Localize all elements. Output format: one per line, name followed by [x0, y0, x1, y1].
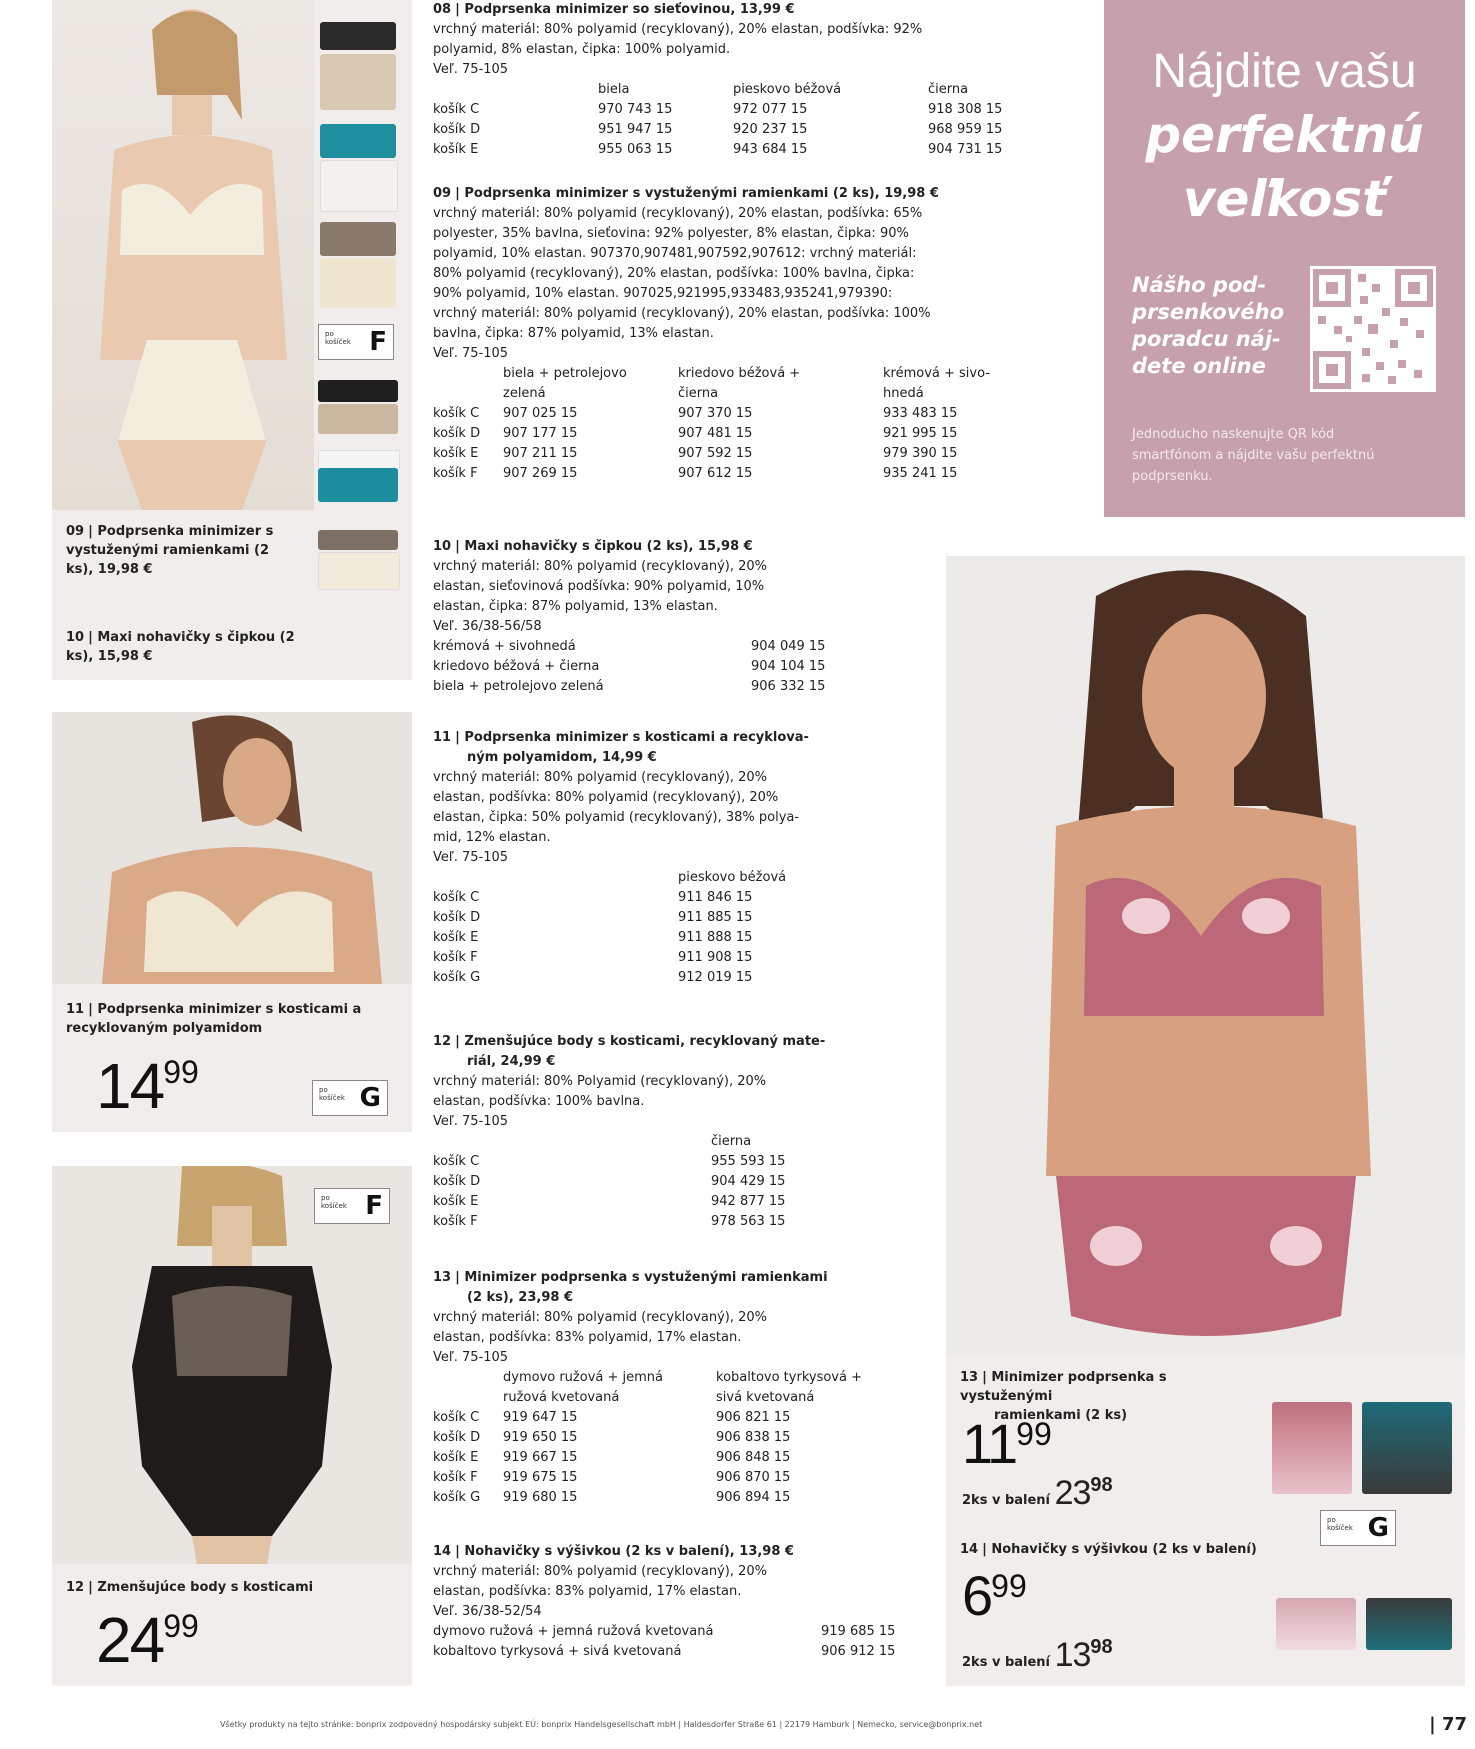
cell: košík D — [433, 426, 481, 441]
item-title: 13 | Minimizer podprsenka s vystuženými ramienkami — [433, 1270, 828, 1285]
badge-letter: G — [1367, 1513, 1389, 1543]
price-14 — [962, 1564, 1027, 1627]
cell: 942 877 15 — [711, 1194, 786, 1209]
cell: 911 846 15 — [678, 890, 753, 905]
item-size: Veľ. 36/38-52/54 — [433, 1604, 542, 1619]
item-number: 12 — [433, 1034, 452, 1049]
cell: 919 647 15 — [503, 1410, 578, 1425]
item-number: 10 — [433, 539, 452, 554]
cell: kriedovo béžová + čierna — [433, 659, 600, 674]
thumb-brief-taupe — [318, 530, 398, 550]
item-title: 12 | Zmenšujúce body s kosticami, recyklovaný mate- — [433, 1034, 826, 1049]
thumb-brief-cream — [318, 552, 400, 590]
badge-label: po košíček — [321, 1194, 347, 1210]
cell: 935 241 15 — [883, 466, 958, 481]
promo-sub-line: poradcu náj- — [1132, 327, 1281, 351]
col-header: dymovo ružová + jemná — [503, 1370, 663, 1385]
variant-header — [433, 364, 1073, 384]
variant-row — [433, 404, 1073, 424]
item-title: 11 | Podprsenka minimizer s kosticami a recyklova- — [433, 730, 809, 745]
cell: 919 680 15 — [503, 1490, 578, 1505]
caption-14: 14 | Nohavičky s výšivkou (2 ks v balení) — [960, 1542, 1257, 1557]
caption-number: 09 — [66, 524, 85, 539]
cell: 911 888 15 — [678, 930, 753, 945]
item-title-text: Podprsenka minimizer s vystuženými ramienkami (2 ks), 19,98 € — [464, 186, 939, 201]
promo-note-line: Jednoducho naskenujte QR kód — [1132, 427, 1335, 442]
badge-letter: G — [359, 1083, 381, 1113]
cell: 904 104 15 — [751, 659, 826, 674]
cell: 907 269 15 — [503, 466, 578, 481]
badge-letter: F — [369, 327, 387, 357]
variant-row — [433, 140, 1073, 160]
item-title-text: Minimizer podprsenka s vystuženými ramienkami — [464, 1270, 828, 1285]
thumb-bra-beige — [320, 54, 396, 110]
cell: 912 019 15 — [678, 970, 753, 985]
variant-row — [433, 120, 1073, 140]
item-title: 14 | Nohavičky s výšivkou (2 ks v balení), 13,98 € — [433, 1544, 794, 1559]
cell: kobaltovo tyrkysová + sivá kvetovaná — [433, 1644, 682, 1659]
col-header: čierna — [928, 82, 969, 97]
col-header: krémová + sivo- — [883, 366, 990, 381]
thumb-bra-white — [320, 160, 398, 212]
thumb-brief-pink — [1276, 1598, 1356, 1650]
cell: košík D — [433, 122, 481, 137]
cell: 906 821 15 — [716, 1410, 791, 1425]
cell: 978 563 15 — [711, 1214, 786, 1229]
caption-09: 09 | Podprsenka minimizer s vystuženými ramienkami (2 ks), 19,98 € — [66, 524, 274, 577]
cell: košík G — [433, 970, 481, 985]
cell: 979 390 15 — [883, 446, 958, 461]
price-cents: 99 — [163, 1608, 199, 1644]
item-number: 08 — [433, 2, 452, 17]
col-header: čierna — [678, 386, 719, 401]
caption-12: 12 | Zmenšujúce body s kosticami — [66, 1580, 314, 1595]
item-title-text: Podprsenka minimizer so sieťovinou, 13,99 € — [464, 2, 795, 17]
item-desc-line: elastan, podšívka: 83% polyamid, 17% elastan. — [433, 1584, 742, 1599]
col-header: pieskovo béžová — [678, 870, 787, 885]
item-desc-line: vrchný materiál: 80% polyamid (recyklovaný), 20% elastan, podšívka: 65% — [433, 206, 923, 221]
item-title-text: Zmenšujúce body s kosticami, recyklovaný mate- — [464, 1034, 826, 1049]
cell: 906 838 15 — [716, 1430, 791, 1445]
cell: 906 894 15 — [716, 1490, 791, 1505]
item-number: 13 — [433, 1270, 452, 1285]
price-cents: 99 — [991, 1568, 1027, 1604]
model-illustration — [52, 0, 314, 510]
cell: košík D — [433, 910, 481, 925]
cell: krémová + sivohnedá — [433, 639, 576, 654]
cell: košík C — [433, 1154, 480, 1169]
variant-row — [433, 424, 1073, 444]
col-header: pieskovo béžová — [733, 82, 842, 97]
caption-text: Zmenšujúce body s kosticami — [97, 1580, 314, 1595]
badge-label: po košíček — [325, 330, 351, 346]
price-main: 11 — [962, 1412, 1017, 1475]
thumb-bra-black — [320, 22, 396, 50]
price-cents: 99 — [1016, 1416, 1052, 1452]
cell: košík F — [433, 466, 478, 481]
price-main: 14 — [96, 1050, 164, 1122]
item-number: 11 — [433, 730, 452, 745]
cell: košík D — [433, 1430, 481, 1445]
thumb-bra-taupe — [320, 222, 396, 256]
item-desc-line: polyester, 35% bavlna, sieťovina: 92% polyester, 8% elastan, čipka: 90% — [433, 226, 909, 241]
item-desc-line: polyamid, 10% elastan. 907370,907481,907592,907612: vrchný materiál: — [433, 246, 917, 261]
price-cents: 99 — [163, 1054, 199, 1090]
item-number: 09 — [433, 186, 452, 201]
item-desc-line: vrchný materiál: 80% Polyamid (recyklovaný), 20% — [433, 1074, 767, 1089]
model-photo-bra-11 — [52, 712, 412, 984]
cell: 919 650 15 — [503, 1430, 578, 1445]
thumb-brief-teal — [318, 468, 398, 502]
cell: košík D — [433, 1174, 481, 1189]
item-size: Veľ. 75-105 — [433, 1350, 509, 1365]
badge-label: po košíček — [319, 1086, 345, 1102]
cell: 907 592 15 — [678, 446, 753, 461]
pack-price-cents: 98 — [1090, 1474, 1113, 1496]
price-11 — [96, 1050, 199, 1122]
promo-sub-line: Nášho pod- — [1132, 273, 1267, 297]
cell: 906 848 15 — [716, 1450, 791, 1465]
variant-header — [433, 384, 1073, 404]
col-header: kobaltovo tyrkysová + — [716, 1370, 862, 1385]
qr-code-icon — [1310, 266, 1436, 392]
cell: 970 743 15 — [598, 102, 673, 117]
promo-title-line1: Nájdite vašu — [1152, 45, 1417, 98]
cell: 907 612 15 — [678, 466, 753, 481]
item-desc-line: vrchný materiál: 80% polyamid (recyklovaný), 20% — [433, 770, 768, 785]
cell: 955 593 15 — [711, 1154, 786, 1169]
item-desc-line: vrchný materiál: 80% polyamid (recyklovaný), 20% — [433, 1310, 768, 1325]
promo-sub-line: prsenkového — [1132, 300, 1285, 324]
col-header: biela — [598, 82, 630, 97]
col-header: sivá kvetovaná — [716, 1390, 815, 1405]
cell: 906 912 15 — [821, 1644, 896, 1659]
cell: 943 684 15 — [733, 142, 808, 157]
product-panel-12 — [52, 1166, 412, 1686]
model-photo-bra-09 — [52, 0, 314, 510]
price-main: 6 — [962, 1564, 992, 1627]
item-desc-line: mid, 12% elastan. — [433, 830, 551, 845]
caption-number: 12 — [66, 1580, 85, 1595]
thumb-bra-cream — [320, 258, 396, 308]
price-13 — [962, 1412, 1052, 1475]
size-badge-f — [318, 324, 394, 360]
item-08 — [433, 0, 1073, 160]
pack-label: 2ks v balení — [962, 1493, 1051, 1508]
item-desc-line: vrchný materiál: 80% polyamid (recyklovaný), 20% — [433, 559, 768, 574]
cell: 907 025 15 — [503, 406, 578, 421]
product-panel-09-10 — [52, 0, 412, 680]
cell: košík E — [433, 446, 479, 461]
model-illustration — [52, 712, 412, 984]
cell: košík C — [433, 406, 480, 421]
item-title-text: Podprsenka minimizer s kosticami a recyklova- — [464, 730, 809, 745]
cell: 904 429 15 — [711, 1174, 786, 1189]
item-title: 09 | Podprsenka minimizer s vystuženými ramienkami (2 ks), 19,98 € — [433, 186, 939, 201]
cell: košík C — [433, 102, 480, 117]
footer-legal: Všetky produkty na tejto stránke: bonprix zodpovedný hospodársky subjekt EÚ: bonprix Handelsgesellschaft mbH | Haldesdorfer Straße 61 | 22179 Hamburk | Nemecko, service@bonprix.net — [220, 1720, 983, 1729]
promo-sub-line: dete online — [1132, 354, 1266, 378]
cell: 921 995 15 — [883, 426, 958, 441]
item-desc-line: vrchný materiál: 80% polyamid (recyklovaný), 20% elastan, podšívka: 100% — [433, 306, 931, 321]
caption-number: 13 — [960, 1370, 979, 1385]
cell: 911 885 15 — [678, 910, 753, 925]
price-12 — [96, 1604, 199, 1676]
item-desc-line: elastan, čipka: 87% polyamid, 13% elastan. — [433, 599, 718, 614]
item-title-text: (2 ks), 23,98 € — [467, 1290, 573, 1305]
cell: 907 481 15 — [678, 426, 753, 441]
price-main: 24 — [96, 1604, 164, 1676]
pack-price-13 — [962, 1474, 1113, 1513]
item-title-text: Nohavičky s výšivkou (2 ks v balení), 13,98 € — [464, 1544, 794, 1559]
cell: košík C — [433, 890, 480, 905]
cell: dymovo ružová + jemná ružová kvetovaná — [433, 1624, 714, 1639]
variant-row — [433, 444, 1073, 464]
variant-row — [433, 100, 1073, 120]
cell: 933 483 15 — [883, 406, 958, 421]
cell: 918 308 15 — [928, 102, 1003, 117]
promo-title-line3: veľkosť — [1182, 170, 1387, 228]
promo-note-line: podprsenku. — [1132, 469, 1213, 484]
page-number-value: 77 — [1441, 1714, 1467, 1735]
model-photo-body-12 — [52, 1166, 412, 1564]
caption-text: Maxi nohavičky s čipkou (2 ks), 15,98 € — [66, 630, 295, 664]
item-size: Veľ. 75-105 — [433, 850, 509, 865]
badge-label: po košíček — [1327, 1516, 1353, 1532]
cell: 904 049 15 — [751, 639, 826, 654]
promo-title-line2: perfektnú — [1145, 106, 1424, 164]
col-header: kriedovo béžová + — [678, 366, 801, 381]
item-desc-line: elastan, sieťovinová podšívka: 90% polyamid, 10% — [433, 579, 765, 594]
caption-text: Nohavičky s výšivkou (2 ks v balení) — [991, 1542, 1257, 1557]
item-title-text: riál, 24,99 € — [467, 1054, 556, 1069]
item-title-text: Maxi nohavičky s čipkou (2 ks), 15,98 € — [464, 539, 753, 554]
cell: košík F — [433, 950, 478, 965]
caption-11: 11 | Podprsenka minimizer s kosticami a recyklovaným polyamidom — [66, 1002, 362, 1036]
pack-label: 2ks v balení — [962, 1655, 1051, 1670]
cell: košík C — [433, 1410, 480, 1425]
pack-price-14 — [962, 1636, 1113, 1675]
cell: košík E — [433, 930, 479, 945]
cell: 907 370 15 — [678, 406, 753, 421]
item-desc-line: elastan, čipka: 50% polyamid (recyklovaný), 38% polya- — [433, 810, 800, 825]
cell: košík G — [433, 1490, 481, 1505]
promo-note — [1132, 424, 1374, 487]
model-illustration — [946, 556, 1465, 1356]
item-desc-line: polyamid, 8% elastan, čipka: 100% polyamid. — [433, 42, 731, 57]
thumb-bra-pink — [1272, 1402, 1352, 1494]
cell: 920 237 15 — [733, 122, 808, 137]
thumb-brief-teal — [1366, 1598, 1452, 1650]
col-header: zelená — [503, 386, 546, 401]
caption-text: Podprsenka minimizer s vystuženými ramienkami (2 ks), 19,98 € — [66, 524, 274, 577]
cell: 907 211 15 — [503, 446, 578, 461]
cell: 968 959 15 — [928, 122, 1003, 137]
qr-code[interactable] — [1310, 266, 1436, 392]
cell: 919 667 15 — [503, 1450, 578, 1465]
col-header: biela + petrolejovo — [503, 366, 627, 381]
item-desc-line: elastan, podšívka: 80% polyamid (recyklovaný), 20% — [433, 790, 779, 805]
cell: košík F — [433, 1214, 478, 1229]
pack-price-main: 13 — [1054, 1636, 1091, 1674]
col-header: hnedá — [883, 386, 924, 401]
item-size: Veľ. 75-105 — [433, 1114, 509, 1129]
caption-number: 10 — [66, 630, 85, 645]
caption-10: 10 | Maxi nohavičky s čipkou (2 ks), 15,98 € — [66, 630, 295, 664]
item-desc-line: bavlna, čipka: 87% polyamid, 13% elastan. — [433, 326, 714, 341]
model-illustration — [52, 1166, 412, 1564]
cell: 919 685 15 — [821, 1624, 896, 1639]
item-09 — [433, 184, 1073, 484]
cell: košík E — [433, 142, 479, 157]
col-header: ružová kvetovaná — [503, 1390, 620, 1405]
pack-price-cents: 98 — [1090, 1636, 1113, 1658]
page-number: | 77 — [1429, 1714, 1467, 1735]
item-desc-line: vrchný materiál: 80% polyamid (recyklovaný), 20% — [433, 1564, 768, 1579]
caption-13: 13 | Minimizer podprsenka s vystuženými ramienkami (2 ks) — [960, 1368, 1260, 1425]
size-badge-f — [314, 1188, 390, 1224]
thumb-bra-teal — [320, 124, 396, 158]
cell: 907 177 15 — [503, 426, 578, 441]
item-size: Veľ. 75-105 — [433, 346, 509, 361]
item-desc-line: 80% polyamid (recyklovaný), 20% elastan, podšívka: 100% bavlna, čipka: — [433, 266, 915, 281]
cell: 906 332 15 — [751, 679, 826, 694]
cell: 951 947 15 — [598, 122, 673, 137]
thumb-bra-teal-grey — [1362, 1402, 1452, 1494]
caption-number: 11 — [66, 1002, 85, 1017]
promo-subtitle — [1132, 272, 1284, 380]
size-finder-promo[interactable] — [1104, 0, 1465, 517]
product-panel-11 — [52, 712, 412, 1132]
thumb-brief-black — [318, 380, 398, 402]
caption-text: Podprsenka minimizer s kosticami a recyklovaným polyamidom — [66, 1002, 362, 1036]
caption-number: 14 — [960, 1542, 979, 1557]
item-desc-line: vrchný materiál: 80% polyamid (recyklovaný), 20% elastan, podšívka: 92% — [433, 22, 923, 37]
item-desc-line: elastan, podšívka: 83% polyamid, 17% elastan. — [433, 1330, 742, 1345]
product-panel-13-14 — [946, 556, 1465, 1686]
thumb-brief-white — [318, 450, 400, 470]
cell: košík E — [433, 1450, 479, 1465]
cell: 906 870 15 — [716, 1470, 791, 1485]
item-desc-line: elastan, podšívka: 100% bavlna. — [433, 1094, 645, 1109]
item-desc-line: 90% polyamid, 10% elastan. 907025,921995,933483,935241,979390: — [433, 286, 893, 301]
item-title: 08 | Podprsenka minimizer so sieťovinou, 13,99 € — [433, 2, 795, 17]
size-badge-g — [1320, 1510, 1396, 1546]
variant-header — [433, 80, 1073, 100]
cell: 972 077 15 — [733, 102, 808, 117]
badge-letter: F — [365, 1191, 383, 1221]
cell: 911 908 15 — [678, 950, 753, 965]
cell: biela + petrolejovo zelená — [433, 679, 604, 694]
cell: 919 675 15 — [503, 1470, 578, 1485]
col-header: čierna — [711, 1134, 752, 1149]
cell: košík F — [433, 1470, 478, 1485]
item-size: Veľ. 36/38-56/58 — [433, 619, 542, 634]
item-title-text: ným polyamidom, 14,99 € — [467, 750, 657, 765]
cell: 904 731 15 — [928, 142, 1003, 157]
promo-note-line: smartfónom a nájdite vašu perfektnú — [1132, 448, 1375, 463]
caption-text: ramienkami (2 ks) — [994, 1408, 1128, 1423]
pack-price-main: 23 — [1054, 1474, 1091, 1512]
model-photo-bra-13 — [946, 556, 1465, 1356]
variant-row — [433, 464, 1073, 484]
item-title: 10 | Maxi nohavičky s čipkou (2 ks), 15,98 € — [433, 539, 753, 554]
item-size: Veľ. 75-105 — [433, 62, 509, 77]
thumb-brief-beige — [318, 404, 398, 434]
cell: 955 063 15 — [598, 142, 673, 157]
cell: košík E — [433, 1194, 479, 1209]
caption-text: Minimizer podprsenka s vystuženými — [960, 1370, 1167, 1404]
item-number: 14 — [433, 1544, 452, 1559]
size-badge-g — [312, 1080, 388, 1116]
